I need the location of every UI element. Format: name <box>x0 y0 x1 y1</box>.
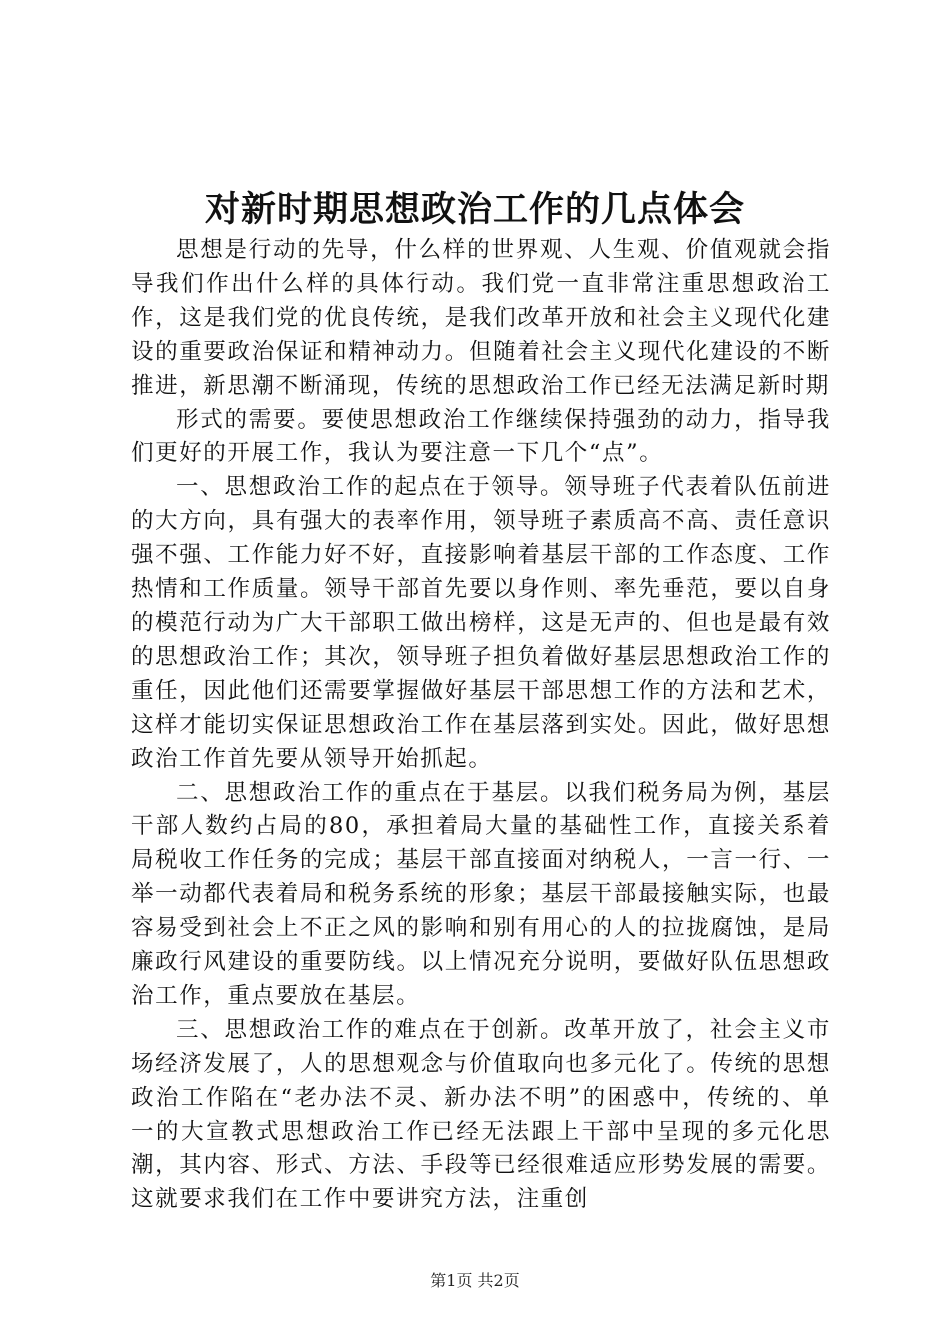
paragraph-intro: 思想是行动的先导，什么样的世界观、人生观、价值观就会指导我们作出什么样的具体行动。我们党一直非常注重思想政治工作，这是我们党的优良传统，是我们改革开放和社会主义现代化建设的重要政治保证和精神动力。但随着社会主义现代化建设的不断推进，新思潮不断涌现，传统的思想政治工作已经无法满足新时期 <box>131 237 831 399</box>
document-body <box>131 234 831 1217</box>
document-title: 对新时期思想政治工作的几点体会 <box>204 189 745 230</box>
paragraph-point-one: 一、思想政治工作的起点在于领导。领导班子代表着队伍前进的大方向，具有强大的表率作用，领导班子素质高不高、责任意识强不强、工作能力好不好，直接影响着基层干部的工作态度、工作热情和工作质量。领导干部首先要以身作则、率先垂范，要以自身的模范行动为广大干部职工做出榜样，这是无声的、但也是最有效的思想政治工作；其次，领导班子担负着做好基层思想政治工作的重任，因此他们还需要掌握做好基层干部思想工作的方法和艺术，这样才能切实保证思想政治工作在基层落到实处。因此，做好思想政治工作首先要从领导开始抓起。 <box>131 474 831 772</box>
paragraph-continuation: 形式的需要。要使思想政治工作继续保持强劲的动力，指导我们更好的开展工作，我认为要注意一下几个“点”。 <box>131 406 831 467</box>
paragraph-point-two: 二、思想政治工作的重点在于基层。以我们税务局为例，基层干部人数约占局的80，承担着局大量的基础性工作，直接关系着局税收工作任务的完成；基层干部直接面对纳税人，一言一行、一举一动都代表着局和税务系统的形象；基层干部最接触实际，也最容易受到社会上不正之风的影响和别有用心的人的拉拢腐蚀，是局廉政行风建设的重要防线。以上情况充分说明，要做好队伍思想政治工作，重点要放在基层。 <box>131 779 831 1009</box>
page-number-footer: 第1页 共2页 <box>430 1271 520 1290</box>
paragraph-point-three: 三、思想政治工作的难点在于创新。改革开放了，社会主义市场经济发展了，人的思想观念与价值取向也多元化了。传统的思想政治工作陷在“老办法不灵、新办法不明”的困惑中，传统的、单一的大宣教式思想政治工作已经无法跟上干部中呈现的多元化思潮，其内容、形式、方法、手段等已经很难适应形势发展的需要。这就要求我们在工作中要讲究方法，注重创 <box>131 1016 831 1213</box>
